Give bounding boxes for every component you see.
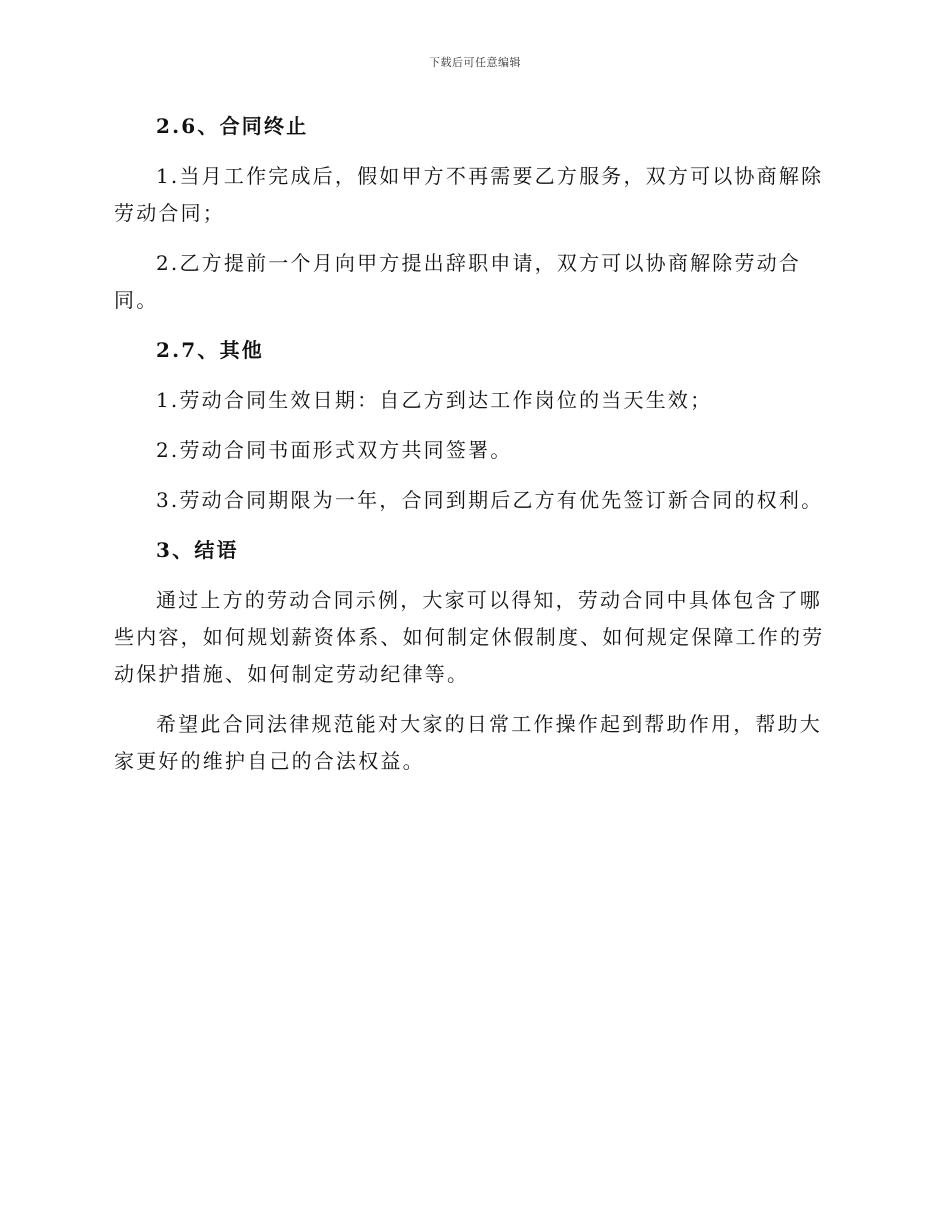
section-2-7-item-2: 2.劳动合同书面形式双方共同签署。 (156, 438, 513, 462)
section-2-6-item-1: 1.当月工作完成后，假如甲方不再需要乙方服务，双方可以协商解除劳动合同； (114, 164, 824, 225)
document-body (114, 108, 834, 793)
section-heading-3: 3、结语 (156, 538, 239, 562)
section-heading-2-6: 2.6、合同终止 (156, 114, 309, 138)
conclusion-paragraph-1: 通过上方的劳动合同示例，大家可以得知，劳动合同中具体包含了哪些内容，如何规划薪资体系、如何制定休假制度、如何规定保障工作的劳动保护措施、如何制定劳动纪律等。 (114, 588, 825, 686)
conclusion-paragraph-2: 希望此合同法律规范能对大家的日常工作操作起到帮助作用，帮助大家更好的维护自己的合法权益。 (114, 712, 822, 773)
section-heading-2-7: 2.7、其他 (156, 338, 264, 362)
section-2-7-item-1: 1.劳动合同生效日期：自乙方到达工作岗位的当天生效； (156, 388, 713, 412)
section-2-7-item-3: 3.劳动合同期限为一年，合同到期后乙方有优先签订新合同的权利。 (156, 488, 824, 512)
section-2-6-item-2: 2.乙方提前一个月向甲方提出辞职申请，双方可以协商解除劳动合同。 (114, 251, 802, 312)
page-header: 下载后可任意编辑 (429, 56, 521, 69)
